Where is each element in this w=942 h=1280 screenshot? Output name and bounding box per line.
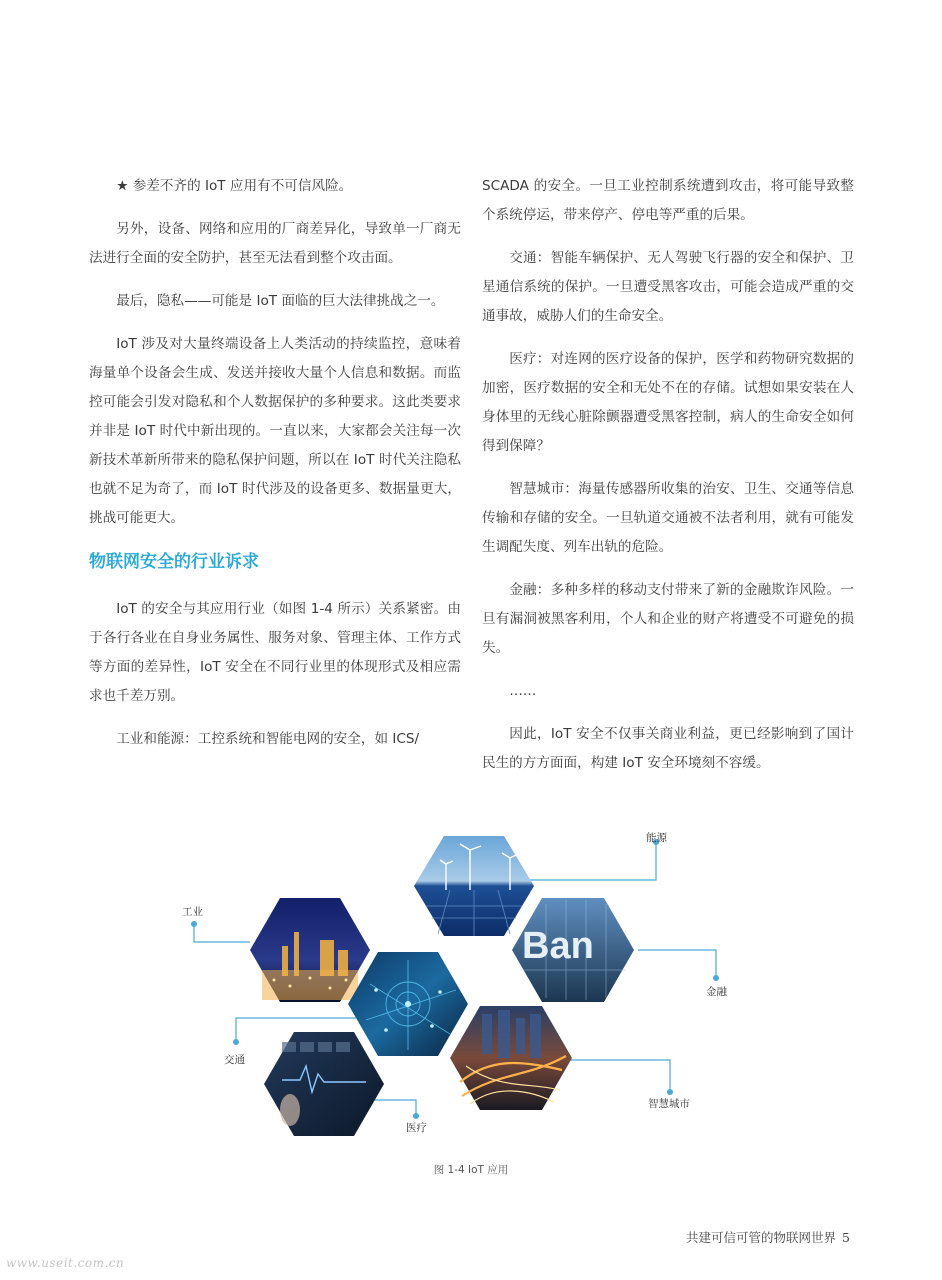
watermark: www.useit.com.cn	[6, 1256, 125, 1270]
label-medical: 医疗	[406, 1122, 427, 1134]
hexagon-diagram	[170, 820, 730, 1160]
network-hexagon	[348, 952, 468, 1056]
label-transport: 交通	[224, 1054, 245, 1066]
paragraph: IoT 涉及对大量终端设备上人类活动的持续监控，意味着海量单个设备会生成、发送并接收大量个人信息和数据。而监控可能会引发对隐私和个人数据保护的多种要求。这此类要求并非是 IoT 时代中新出现的。一直以来，大家都会关注每一次新技术革新所带来的隐私保护问题，所以在 IoT 时代关注隐私也就不足为奇了，而 IoT 时代涉及的设备更多、数据量更大，挑战可能更大。	[89, 336, 461, 526]
industry-hexagon	[250, 898, 370, 1002]
footer-title: 共建可信可管的物联网世界	[686, 1230, 837, 1245]
paragraph: SCADA 的安全。一旦工业控制系统遭到攻击，将可能导致整个系统停运，带来停产、停电等严重的后果。	[482, 178, 854, 223]
paragraph: 另外，设备、网络和应用的厂商差异化，导致单一厂商无法进行全面的安全防护，甚至无法看到整个攻击面。	[89, 221, 461, 266]
smart-city-hexagon	[450, 1006, 572, 1110]
finance-hexagon	[512, 898, 634, 1002]
paragraph: IoT 的安全与其应用行业（如图 1-4 所示）关系紧密。由于各行各业在自身业务属性、服务对象、管理主体、工作方式等方面的差异性，IoT 安全在不同行业里的体现形式及相应需求也千差万别。	[89, 601, 461, 704]
paragraph: 医疗：对连网的医疗设备的保护，医学和药物研究数据的加密，医疗数据的安全和无处不在的存储。试想如果安装在人身体里的无线心脏除颤器遭受黑客控制，病人的生命安全如何得到保障？	[482, 351, 854, 454]
medical-hexagon	[264, 1032, 384, 1136]
label-smart-city: 智慧城市	[648, 1098, 690, 1110]
label-energy: 能源	[646, 832, 667, 844]
paragraph: 工业和能源：工控系统和智能电网的安全，如 ICS/	[116, 731, 420, 747]
left-column	[89, 172, 461, 768]
page-footer	[686, 1228, 850, 1246]
iot-applications-figure	[170, 820, 730, 1160]
label-finance: 金融	[706, 986, 727, 998]
paragraph: 因此，IoT 安全不仅事关商业利益，更已经影响到了国计民生的方方面面，构建 IoT 安全环境刻不容缓。	[482, 726, 854, 771]
section-heading: 物联网安全的行业诉求	[89, 552, 259, 572]
paragraph: ……	[509, 683, 537, 699]
label-industry: 工业	[182, 906, 203, 918]
paragraph: ★ 参差不齐的 IoT 应用有不可信风险。	[116, 178, 353, 194]
right-column	[482, 172, 854, 792]
paragraph: 智慧城市：海量传感器所收集的治安、卫生、交通等信息传输和存储的安全。一旦轨道交通被不法者利用，就有可能发生调配失度、列车出轨的危险。	[482, 481, 854, 555]
paragraph: 交通：智能车辆保护、无人驾驶飞行器的安全和保护、卫星通信系统的保护。一旦遭受黑客攻击，可能会造成严重的交通事故，威胁人们的生命安全。	[482, 250, 854, 324]
page-number: 5	[842, 1230, 850, 1245]
bank-sign-text: Ban	[522, 925, 594, 967]
paragraph: 金融：多种多样的移动支付带来了新的金融欺诈风险。一旦有漏洞被黑客利用，个人和企业的财产将遭受不可避免的损失。	[482, 582, 854, 656]
energy-hexagon	[414, 836, 534, 936]
figure-caption: 图 1-4 IoT 应用	[433, 1164, 509, 1176]
paragraph: 最后，隐私——可能是 IoT 面临的巨大法律挑战之一。	[116, 293, 445, 309]
